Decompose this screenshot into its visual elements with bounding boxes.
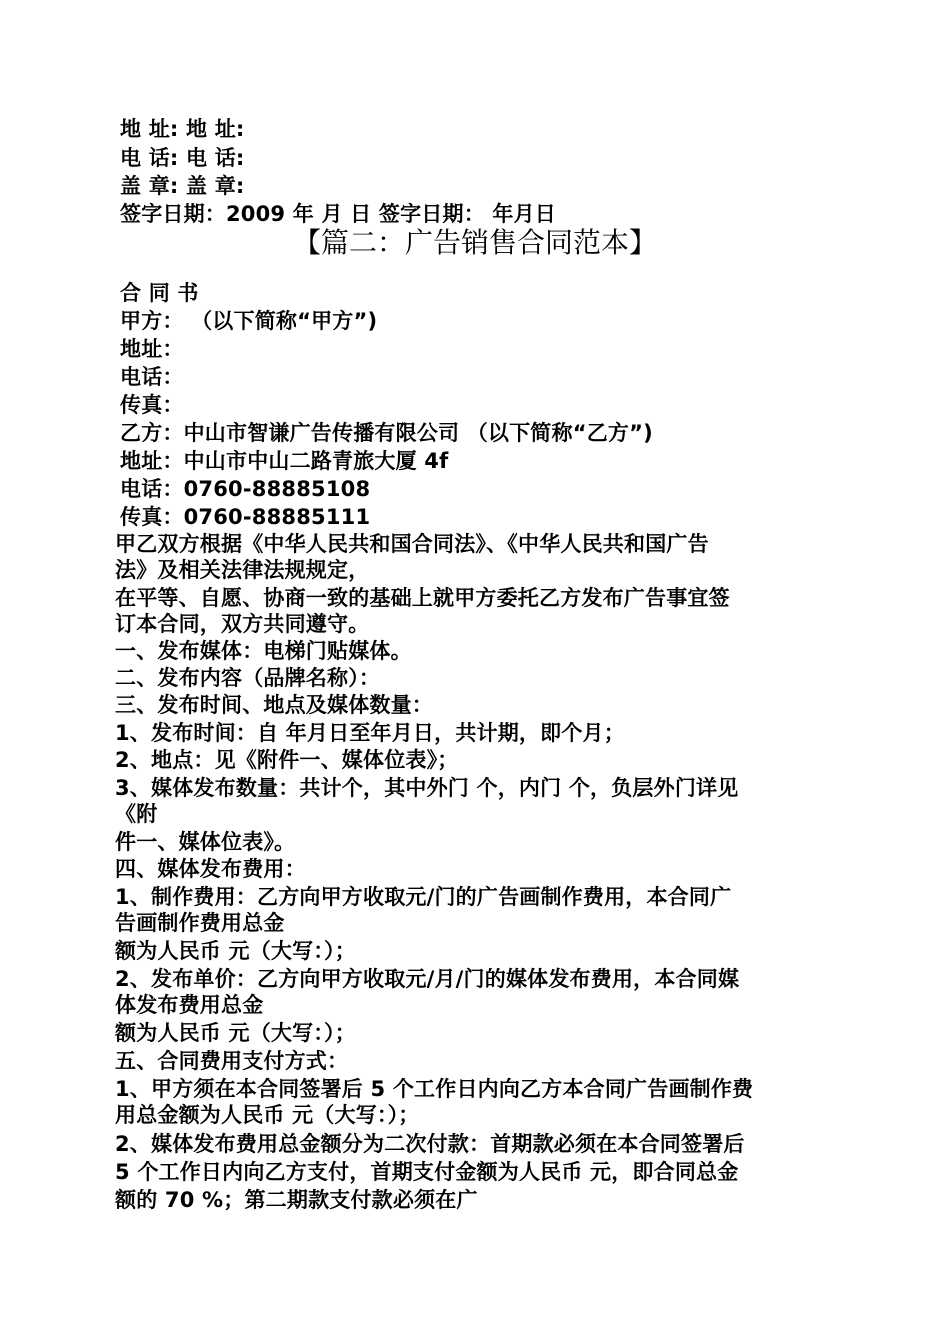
clause-5-1: 1、甲方须在本合同签署后 5 个工作日内向乙方本合同广告画制作费	[115, 1077, 754, 1101]
body-line: 在平等、自愿、协商一致的基础上就甲方委托乙方发布广告事宜签	[115, 586, 730, 610]
body-line: 法》及相关法律法规规定，	[115, 558, 370, 582]
body-line: 告画制作费用总金	[115, 911, 285, 935]
body-line: 件一、媒体位表》。	[115, 830, 296, 854]
clause-3-3: 3、媒体发布数量：共计个，其中外门 个，内门 个，负层外门详见	[115, 776, 739, 800]
body-line: 额的 70 %；第二期款支付款必须在广	[115, 1188, 478, 1212]
section-title: 【篇二：广告销售合同范本】	[292, 226, 657, 259]
party-b: 乙方：中山市智谦广告传播有限公司 （以下简称“乙方”)	[120, 421, 653, 445]
body-line: 订本合同，双方共同遵守。	[115, 612, 370, 636]
body-line: 《附	[115, 802, 158, 826]
body-line: 额为人民币 元（大写：）；	[115, 1021, 356, 1045]
clause-4-1: 1、制作费用：乙方向甲方收取元/门的广告画制作费用，本合同广	[115, 885, 732, 909]
clause-5: 五、合同费用支付方式：	[115, 1049, 349, 1073]
party-b-phone: 电话：0760-88885108	[120, 477, 371, 501]
line-address-pair: 地 址: 地 址:	[120, 117, 245, 141]
body-line: 额为人民币 元（大写：）；	[115, 939, 356, 963]
party-a: 甲方： （以下简称“甲方”)	[120, 309, 378, 333]
body-line: 甲乙双方根据《中华人民共和国合同法》、《中华人民共和国广告	[115, 532, 709, 556]
line-phone-pair: 电 话: 电 话:	[120, 146, 245, 170]
party-a-phone: 电话：	[120, 365, 184, 389]
clause-3: 三、发布时间、地点及媒体数量：	[115, 693, 433, 717]
clause-4-2: 2、发布单价：乙方向甲方收取元/月/门的媒体发布费用，本合同媒	[115, 967, 740, 991]
contract-heading: 合 同 书	[120, 281, 199, 305]
clause-3-1: 1、发布时间：自 年月日至年月日，共计期，即个月；	[115, 721, 625, 745]
body-line: 体发布费用总金	[115, 993, 264, 1017]
body-line: 5 个工作日内向乙方支付，首期支付金额为人民币 元，即合同总金	[115, 1160, 739, 1184]
clause-4: 四、媒体发布费用：	[115, 857, 306, 881]
party-a-fax: 传真：	[120, 393, 184, 417]
clause-2: 二、发布内容（品牌名称）：	[115, 666, 381, 690]
clause-5-2: 2、媒体发布费用总金额分为二次付款：首期款必须在本合同签署后	[115, 1132, 745, 1156]
clause-3-2: 2、地点：见《附件一、媒体位表》；	[115, 748, 459, 772]
line-sign-date: 签字日期：2009 年 月 日 签字日期： 年月日	[120, 202, 557, 226]
body-line: 用总金额为人民币 元（大写：）；	[115, 1103, 420, 1127]
line-seal-pair: 盖 章: 盖 章:	[120, 174, 245, 198]
party-a-address: 地址：	[120, 337, 184, 361]
party-b-address: 地址：中山市中山二路青旅大厦 4f	[120, 449, 449, 473]
party-b-fax: 传真：0760-88885111	[120, 505, 371, 529]
clause-1: 一、发布媒体：电梯门贴媒体。	[115, 639, 412, 663]
